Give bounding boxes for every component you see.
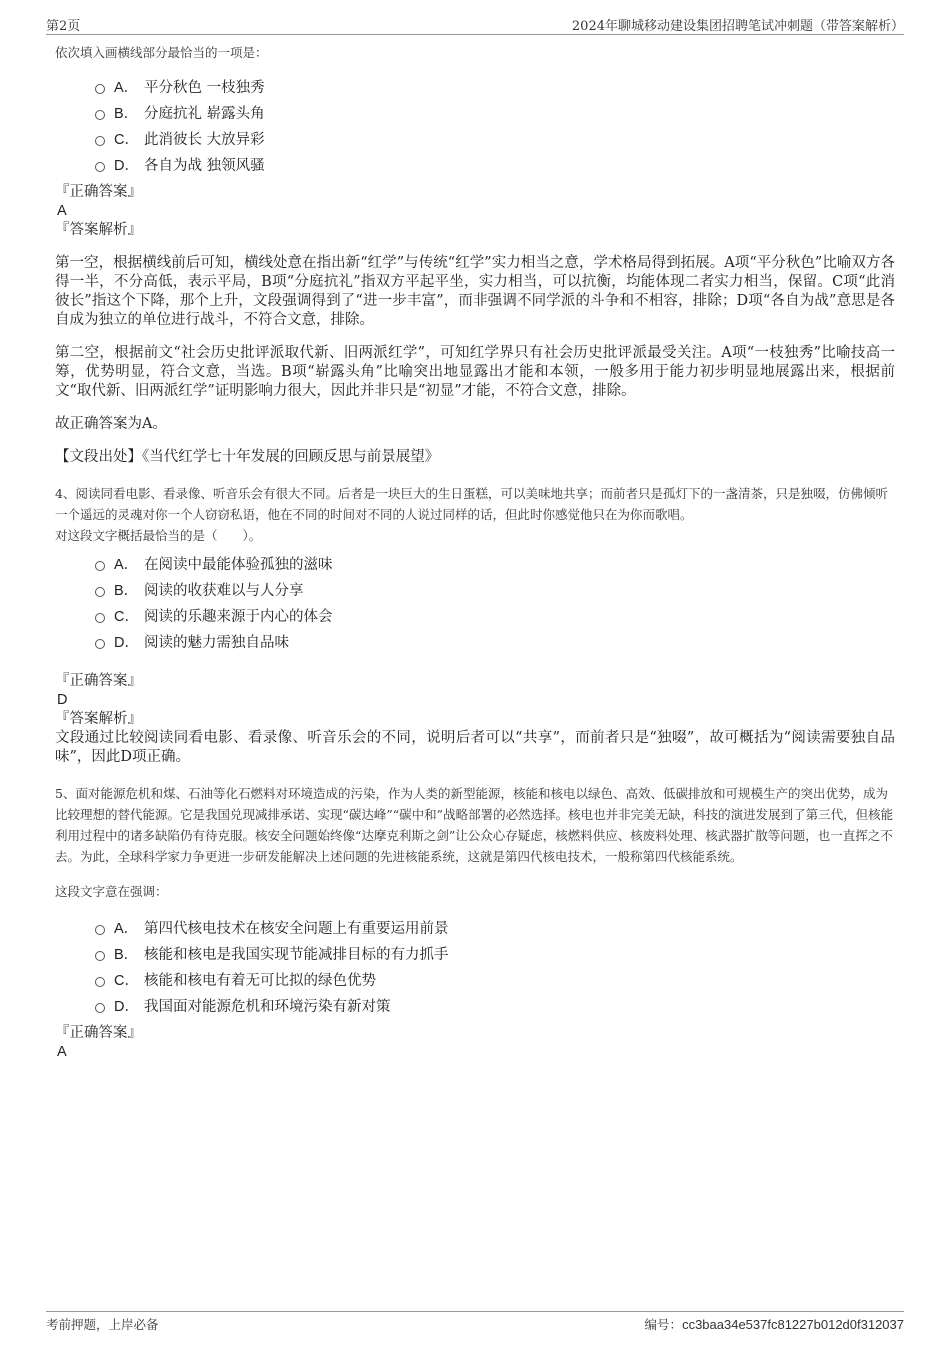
radio-icon[interactable] [95, 1003, 105, 1013]
q5-prompt: 这段文字意在强调： [55, 884, 168, 899]
radio-icon[interactable] [95, 110, 105, 120]
q5-option-c[interactable]: C． 核能和核电有着无可比拟的绿色优势 [95, 966, 895, 992]
radio-icon[interactable] [95, 136, 105, 146]
page-content [55, 42, 895, 1062]
q4-analysis-label: 『答案解析』 [55, 711, 142, 727]
q4-option-b[interactable]: B． 阅读的收获难以与人分享 [95, 576, 895, 602]
radio-icon[interactable] [95, 162, 105, 172]
page-number: 第2页 [46, 19, 81, 34]
q4-analysis: 文段通过比较阅读同看电影、看录像、听音乐会的不同，说明后者可以“共享”，而前者只是“独啜”，故可概括为“阅读需要独自品味”，因此D项正确。 [55, 730, 895, 765]
q5-answer-label: 『正确答案』 [55, 1025, 142, 1041]
radio-icon[interactable] [95, 561, 105, 571]
q3-answer-label: 『正确答案』 [55, 184, 142, 200]
q5-stem: 5、面对能源危机和煤、石油等化石燃料对环境造成的污染，作为人类的新型能源，核能和核电以绿色、高效、低碳排放和可规模生产的突出优势，成为比较理想的替代能源。它是我国兑现减排承诺、实现“碳达峰”“碳中和”战略部署的必然选择。核电也并非完美无缺，科技的演进发展到了第三代，但核能利用过程中的诸多缺陷仍有待克服。核安全问题始终像“达摩克利斯之剑”让公众心存疑虑，核燃料供应、核废料处理、核武器扩散等问题，也一直挥之不去。为此，全球科学家力争更进一步研发能解决上述问题的先进核能系统，这就是第四代核电技术，一般称第四代核能系统。 [55, 786, 894, 864]
code-value: cc3baa34e537fc81227b012d0f312037 [682, 1317, 904, 1332]
q3-answer: A [57, 203, 67, 219]
radio-icon[interactable] [95, 951, 105, 961]
q5-option-d[interactable]: D． 我国面对能源危机和环境污染有新对策 [95, 992, 895, 1018]
radio-icon[interactable] [95, 925, 105, 935]
q3-option-c[interactable]: C． 此消彼长 大放异彩 [95, 125, 895, 151]
footer-slogan: 考前押题，上岸必备 [46, 1317, 159, 1332]
q4-stem: 4、阅读同看电影、看录像、听音乐会有很大不同。后者是一块巨大的生日蛋糕，可以美味地共享；而前者只是孤灯下的一盏清茶，只是独啜，仿佛倾听一个遥远的灵魂对你一个人窃窃私语，他在不同的时间对不同的人说过同样的话，但此时你感觉他只在为你而歌唱。 [55, 486, 888, 522]
q5-option-b[interactable]: B． 核能和核电是我国实现节能减排目标的有力抓手 [95, 940, 895, 966]
document-title: 2024年聊城移动建设集团招聘笔试冲刺题（带答案解析） [571, 19, 904, 34]
q4-option-d[interactable]: D． 阅读的魅力需独自品味 [95, 628, 895, 654]
page-footer [46, 1311, 904, 1332]
q4-answer: D [57, 692, 68, 708]
q5-options [95, 914, 895, 1018]
document-code [645, 1315, 904, 1333]
q4-option-a[interactable]: A． 在阅读中最能体验孤独的滋味 [95, 550, 895, 576]
q3-analysis-label: 『答案解析』 [55, 222, 142, 238]
radio-icon[interactable] [95, 639, 105, 649]
q3-option-a[interactable]: A． 平分秋色 一枝独秀 [95, 73, 895, 99]
code-label: 编号： [644, 1317, 683, 1332]
q4-answer-label: 『正确答案』 [55, 673, 142, 689]
q3-analysis-conclusion: 故正确答案为A。 [55, 416, 167, 432]
q3-source: 【文段出处】《当代红学七十年发展的回顾反思与前景展望》 [55, 449, 440, 465]
q5-option-a[interactable]: A． 第四代核电技术在核安全问题上有重要运用前景 [95, 914, 895, 940]
q3-option-b[interactable]: B． 分庭抗礼 崭露头角 [95, 99, 895, 125]
radio-icon[interactable] [95, 977, 105, 987]
q3-option-d[interactable]: D． 各自为战 独领风骚 [95, 151, 895, 177]
q3-stem: 依次填入画横线部分最恰当的一项是： [55, 45, 268, 60]
page-header [46, 14, 904, 35]
q3-options [95, 73, 895, 177]
q5-answer: A [57, 1044, 67, 1060]
q4-prompt: 对这段文字概括最恰当的是（ ）。 [55, 528, 262, 543]
radio-icon[interactable] [95, 587, 105, 597]
radio-icon[interactable] [95, 613, 105, 623]
radio-icon[interactable] [95, 84, 105, 94]
q4-options [95, 550, 895, 654]
q3-analysis-para-1: 第一空，根据横线前后可知，横线处意在指出新“红学”与传统“红学”实力相当之意，学术格局得到拓展。A项“平分秋色”比喻双方各得一半，不分高低，表示平局，B项“分庭抗礼”指双方平起平坐，实力相当，可以抗衡，均能体现二者实力相当，保留。C项“此消彼长”指这个下降，那个上升，文段强调得到了“进一步丰富”，而非强调不同学派的斗争和不相容，排除；D项“各自为战”意思是各自成为独立的单位进行战斗，不符合文意，排除。 [55, 255, 895, 328]
q4-option-c[interactable]: C． 阅读的乐趣来源于内心的体会 [95, 602, 895, 628]
q3-analysis-para-2: 第二空，根据前文“社会历史批评派取代新、旧两派红学”，可知红学界只有社会历史批评派最受关注。A项“一枝独秀”比喻技高一筹，优势明显，符合文意，当选。B项“崭露头角”比喻突出地显露出才能和本领，一般多用于能力初步明显地展露出来，根据前文“取代新、旧两派红学”证明影响力很大，因此并非只是“初显”才能，不符合文意，排除。 [55, 345, 895, 399]
